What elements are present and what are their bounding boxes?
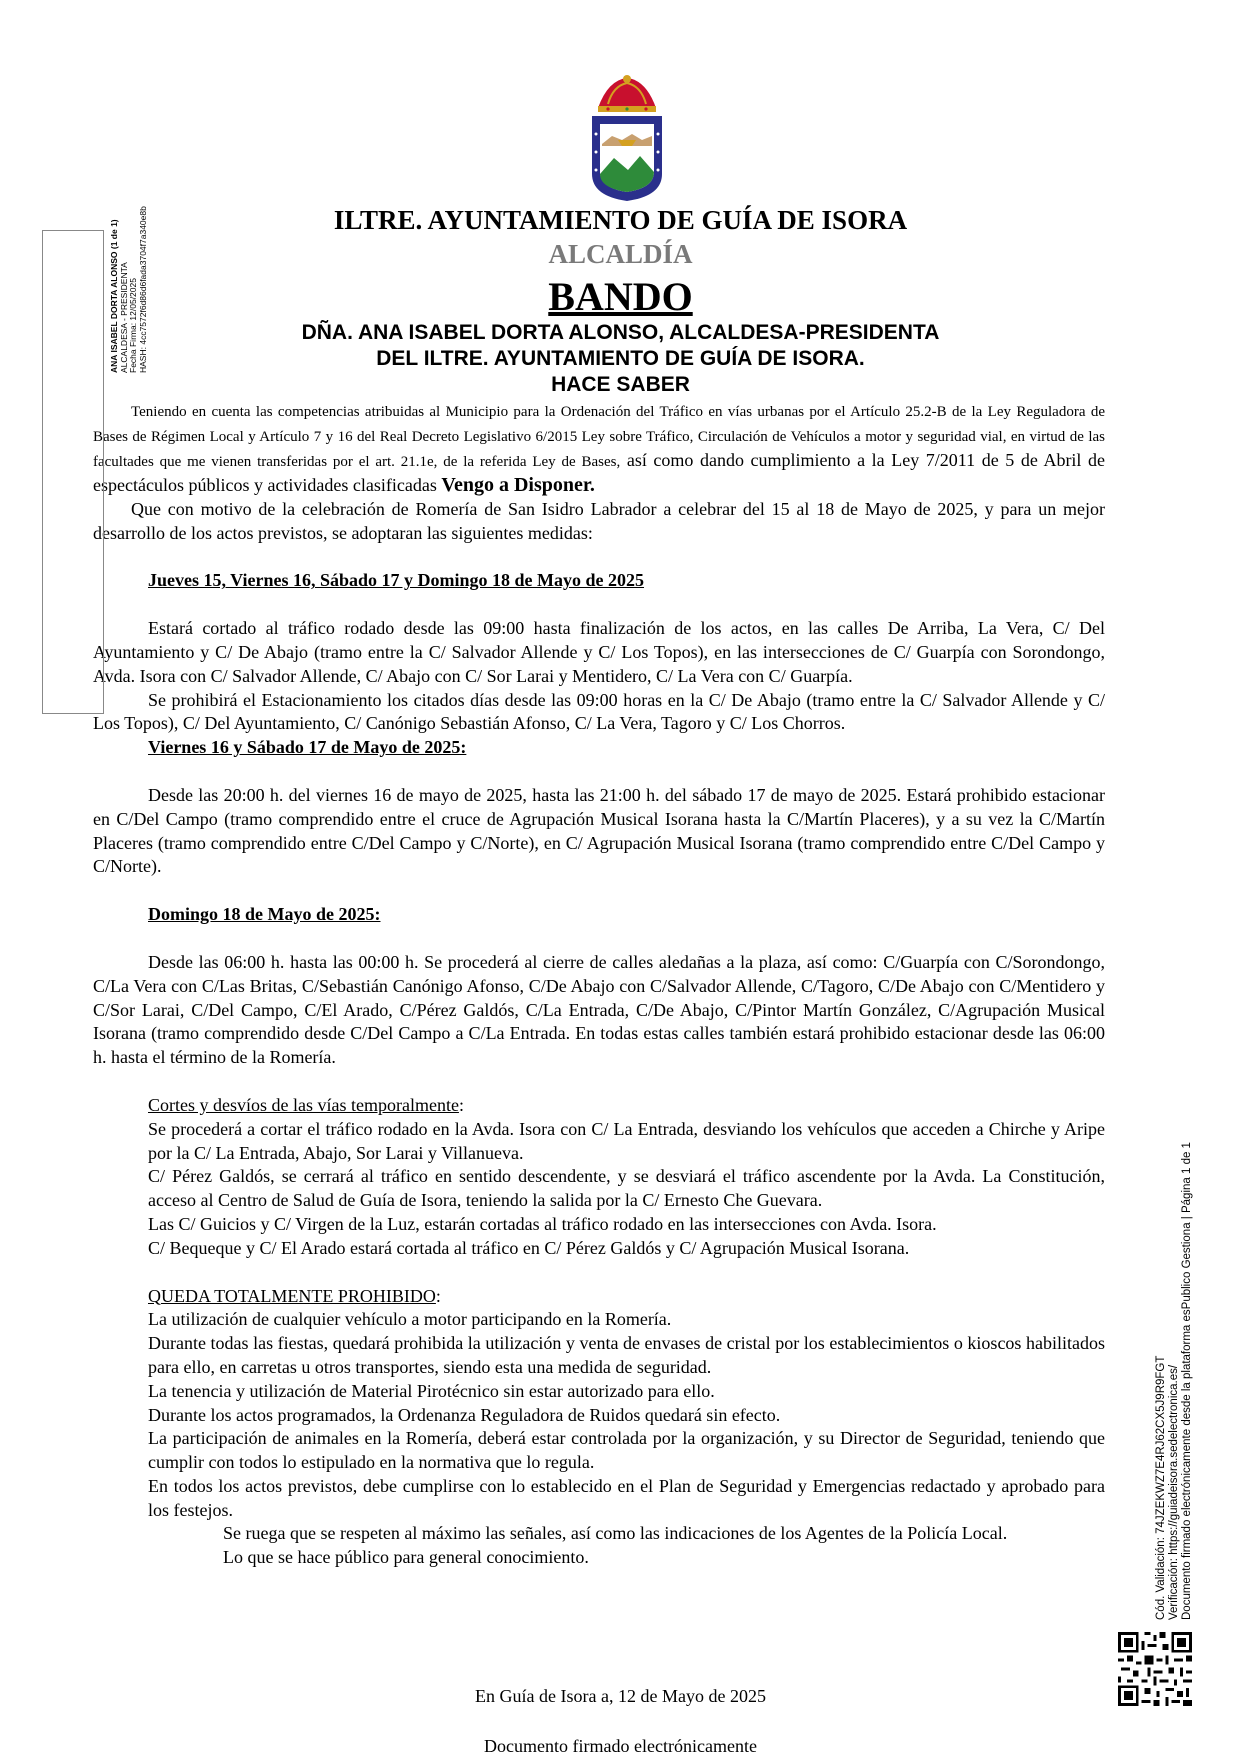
section-heading-4: Cortes y desvíos de las vías temporalmente: [148, 1094, 464, 1115]
department-title: ALCALDÍA [548, 239, 693, 269]
mayor-name-line: DÑA. ANA ISABEL DORTA ALONSO, ALCALDESA-PRESIDENTA [301, 321, 940, 344]
section-1-paragraph-1: Estará cortado al tráfico rodado desde las 09:00 hasta finalización de los actos, en las calles De Arriba, La Vera, C/ Del Ayuntamiento y C/ De Abajo (tramo entre la C/ Salvador Allende y C/ Los Topos), en las intersecciones de C/ Guarpía con Sorondongo, Avda. Isora con C/ Salvador Allende, C/ Abajo con C/ Sor Larai y Mentidero, C/ La Vera con C/ Guarpía. [93, 618, 1105, 686]
verification-note: Documento firmado electrónicamente desde la plataforma esPublico Gestiona | Página 1 de 1 [1181, 1142, 1193, 1620]
qr-code-icon [1118, 1632, 1192, 1706]
section-4-paragraph-1: Se procederá a cortar el tráfico rodado en la Avda. Isora con C/ La Entrada, desviando los vehículos que acceden a Chirche y Aripe por la C/ La Entrada, Abajo, Sor Larai y Villanueva. [148, 1118, 1105, 1163]
intro-legal-text: Teniendo en cuenta las competencias atribuidas al Municipio para la Ordenación del Tráfico en vías urbanas por el Artículo 25.2-B de la Ley Reguladora de Bases de Régimen Local y Artículo 7 y 16 del Real Decreto Legislativo 6/2015 Ley sobre Tráfico, Circulación de Vehículos a motor y seguridad vial, en virtud de las facultades que me vienen transferidas por el art. 21.1e, de la referida Ley de Bases, [93, 404, 1105, 470]
place-date: En Guía de Isora a, 12 de Mayo de 2025 [475, 1686, 766, 1706]
intro-legal-text-cont: así como dando cumplimiento a la Ley 7/2011 de 5 de Abril de espectáculos públicos y actividades clasificadas [93, 450, 1106, 495]
document-title: BANDO [548, 274, 693, 319]
section-heading-5: QUEDA TOTALMENTE PROHIBIDO: [148, 1285, 441, 1306]
section-5-paragraph-2: Durante todas las fiestas, quedará prohibida la utilización y venta de envases de cristal por los establecimientos o kioscos habilitados para ello, en carretas u otros transportes, siendo esta una medida de seguridad. [148, 1333, 1105, 1377]
section-1-paragraph-2: Se prohibirá el Estacionamiento los citados días desde las 09:00 horas en la C/ De Abajo (tramo entre la C/ Salvador Allende y C/ Los Topos), C/ Del Ayuntamiento, C/ Canónigo Sebastián Afonso, C/ La Vera, Tagoro y C/ Los Chorros. [93, 689, 1105, 734]
decree-text: Vengo a Disponer. [441, 474, 595, 496]
section-4-paragraph-2: C/ Pérez Galdós, se cerrará al tráfico en sentido descendente, y se desviará el tráfico ascendente por la Avda. La Constitución, acceso al Centro de Salud de Guía de Isora, teniendo la salida por la C/ Ernesto Che Guevara. [148, 1166, 1105, 1211]
organization-title: ILTRE. AYUNTAMIENTO DE GUÍA DE ISORA [333, 205, 908, 235]
purpose-paragraph: Que con motivo de la celebración de Romería de San Isidro Labrador a celebrar del 15 al 18 de Mayo de 2025, y para un mejor desarrollo de los actos previstos, se adoptaran las siguientes medidas: [93, 498, 1105, 543]
verification-code: Cód. Validación: 74JZEKWZ7E4RJ62CX5J9R9FGT [1155, 1355, 1167, 1620]
section-5-paragraph-1: La utilización de cualquier vehículo a motor participando en la Romería. [148, 1309, 672, 1330]
section-4-heading-text: Cortes y desvíos de las vías temporalmente [148, 1094, 459, 1115]
stamp-signer: ANA ISABEL DORTA ALONSO (1 de 1) [109, 219, 119, 373]
section-5-paragraph-6: En todos los actos previstos, debe cumplirse con lo establecido en el Plan de Seguridad y Emergencias redactado y aprobado para los festejos. [148, 1475, 1105, 1520]
verification-block [1155, 1080, 1194, 1620]
document-body [93, 399, 1105, 1570]
closing-request: Se ruega que se respeten al máximo las señales, así como las indicaciones de los Agentes de la Policía Local. [223, 1523, 1008, 1544]
closing-public-notice: Lo que se hace público para general conocimiento. [223, 1547, 589, 1568]
section-3-paragraph-1: Desde las 06:00 h. hasta las 00:00 h. Se procederá al cierre de calles aledañas a la plaza, así como: C/Guarpía con C/Sorondongo, C/La Vera con C/Las Britas, C/Sebastián Canónigo Afonso, C/De Abajo con C/Salvador Allende, C/Tagoro, C/De Abajo con C/Mentidero y C/Sor Larai, C/Del Campo, C/El Arado, C/Pérez Galdós, C/La Entrada, C/De Abajo, C/Pintor Martín González, C/Agrupación Musical Isorana (tramo comprendido desde C/Del Campo a C/La Entrada. En todas estas calles también estará prohibido estacionar desde las 06:00 h. hasta el término de la Romería. [93, 951, 1105, 1068]
section-heading-1: Jueves 15, Viernes 16, Sábado 17 y Domingo 18 de Mayo de 2025 [148, 570, 645, 591]
intro-paragraph [93, 399, 1105, 498]
section-5-paragraph-5: La participación de animales en la Romería, deberá estar controlada por la organización, y su Director de Seguridad, teniendo que cumplir con todos lo estipulado en la normativa que lo regula. [148, 1428, 1105, 1473]
mayor-office-line: DEL ILTRE. AYUNTAMIENTO DE GUÍA DE ISORA. [376, 347, 865, 370]
section-5-heading-text: QUEDA TOTALMENTE PROHIBIDO [148, 1285, 436, 1306]
section-4-paragraph-4: C/ Bequeque y C/ El Arado estará cortada al tráfico en C/ Pérez Galdós y C/ Agrupación Musical Isorana. [148, 1237, 910, 1258]
signature-stamp-box [42, 230, 104, 714]
section-heading-3: Domingo 18 de Mayo de 2025: [148, 904, 381, 925]
section-heading-2: Viernes 16 y Sábado 17 de Mayo de 2025: [148, 737, 467, 758]
signature-stamp-text [110, 133, 148, 373]
signature-note: Documento firmado electrónicamente [484, 1736, 757, 1756]
announcement-heading: HACE SABER [551, 373, 690, 396]
municipal-crest-icon [588, 74, 666, 202]
section-5-paragraph-3: La tenencia y utilización de Material Pirotécnico sin estar autorizado para ello. [148, 1380, 715, 1401]
section-2-paragraph-1: Desde las 20:00 h. del viernes 16 de mayo de 2025, hasta las 21:00 h. del sábado 17 de mayo de 2025. Estará prohibido estacionar en C/Del Campo (tramo comprendido entre el cruce de Agrupación Musical Isorana hasta la C/Martín Placeres), y a su vez la C/Martín Placeres (tramo comprendido entre C/Del Campo y C/Norte), en C/ Agrupación Musical Isorana (tramo comprendido entre C/Del Campo y C/Norte). [93, 784, 1105, 877]
stamp-date: Fecha Firma: 12/05/2025 [128, 278, 138, 373]
section-4-paragraph-3: Las C/ Guicios y C/ Virgen de la Luz, estarán cortadas al tráfico rodado en las intersecciones con Avda. Isora. [148, 1213, 937, 1234]
stamp-hash: HASH: 4cc7572f6d86d6fada3704f7a340e8b [137, 206, 148, 373]
stamp-role: ALCALDESA - PRESIDENTA [118, 262, 129, 373]
verification-url[interactable]: Verificación: https://guiadeisora.sedelectronica.es/ [1168, 1364, 1180, 1620]
section-5-paragraph-4: Durante los actos programados, la Ordenanza Reguladora de Ruidos quedará sin efecto. [148, 1404, 781, 1425]
